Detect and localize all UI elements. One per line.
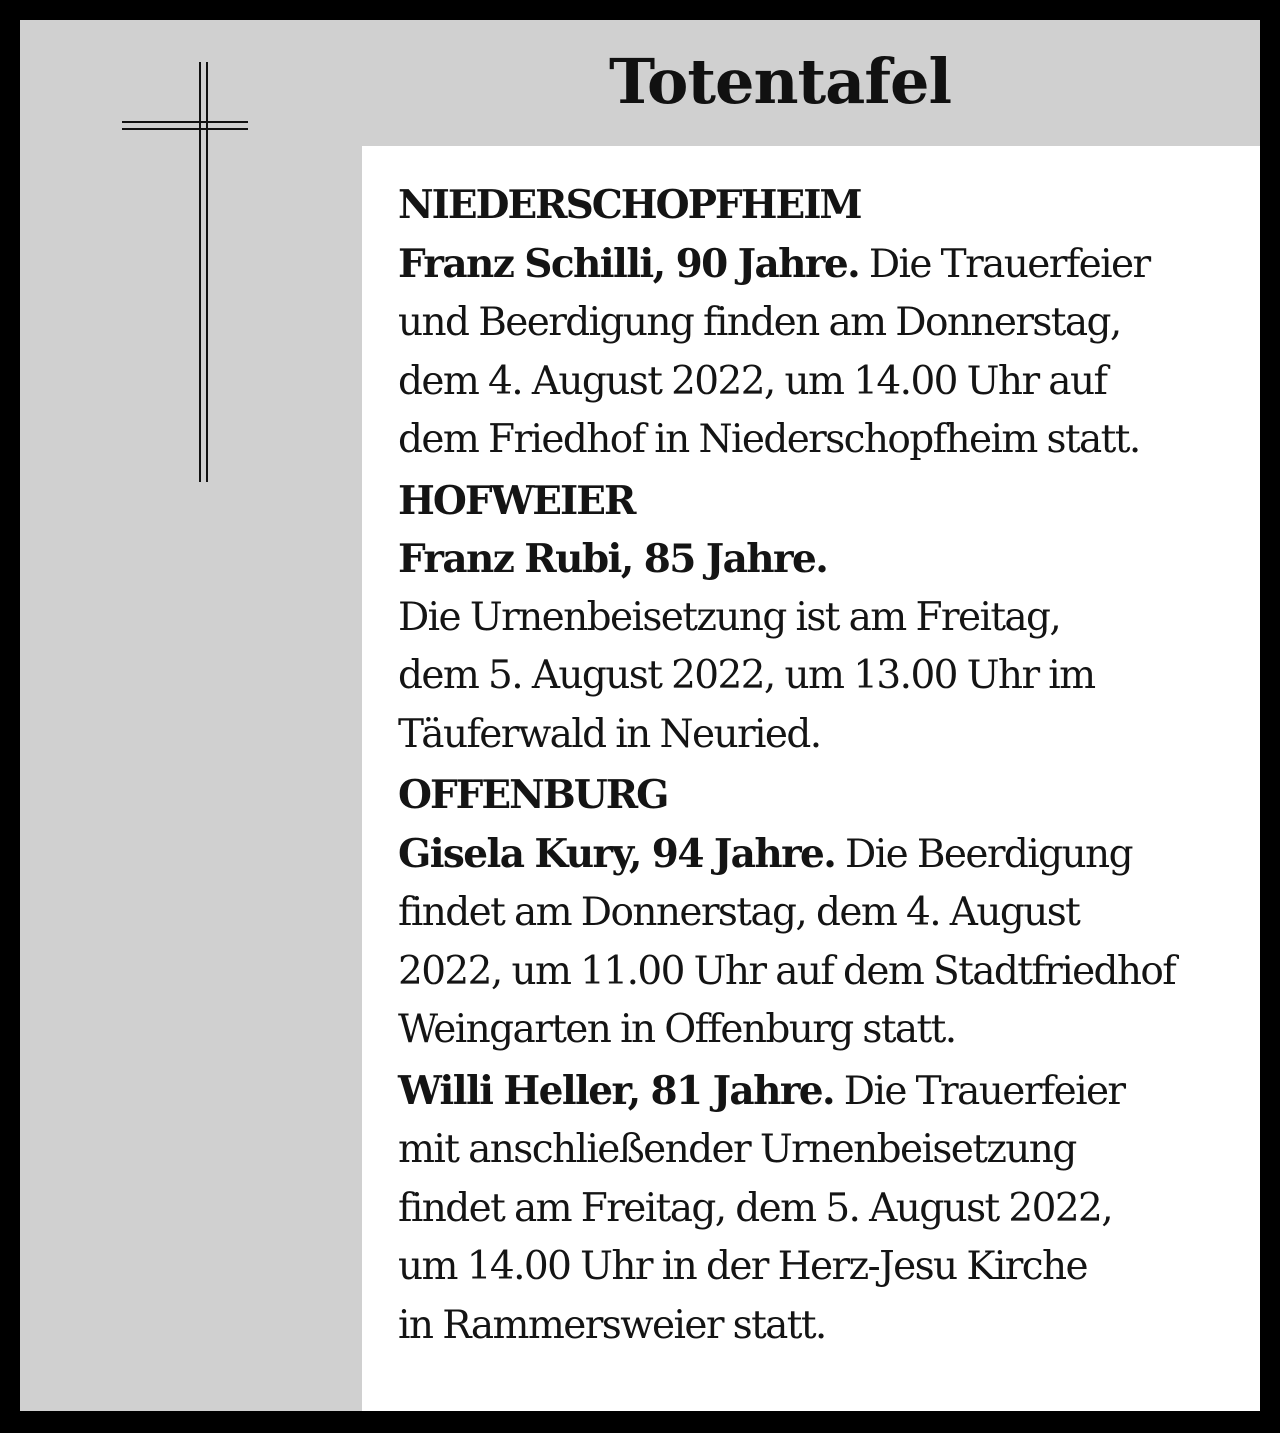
- cross-icon: [120, 60, 250, 485]
- notice-text: 2022, um 11.00 Uhr auf dem Stadtfriedhof: [398, 948, 1176, 994]
- obituary-entry: [398, 472, 1248, 765]
- obituary-frame: [20, 20, 1260, 1411]
- notice-text: Weingarten in Offenburg statt.: [398, 1007, 956, 1052]
- obituary-entry: [398, 766, 1248, 1060]
- notice-text: mit anschließender Urnenbeisetzung: [398, 1127, 1076, 1172]
- deceased-name: Gisela Kury, 94 Jahre.: [398, 830, 836, 877]
- notice-text: findet am Freitag, dem 5. August 2022,: [398, 1185, 1113, 1231]
- town-heading: NIEDERSCHOPFHEIM: [398, 182, 861, 228]
- obituary-entry: [398, 1062, 1248, 1356]
- notice-text: Die Trauerfeier: [834, 1068, 1125, 1114]
- notice-text: dem 4. August 2022, um 14.00 Uhr auf: [398, 358, 1107, 404]
- notice-text: Die Urnenbeisetzung ist am Freitag,: [398, 594, 1061, 640]
- deceased-name: Franz Rubi, 85 Jahre.: [398, 536, 828, 582]
- notice-text: in Rammersweier statt.: [398, 1302, 826, 1348]
- obituary-list: [362, 146, 1260, 1411]
- deceased-name: Franz Schilli, 90 Jahre.: [398, 240, 860, 287]
- town-heading: OFFENBURG: [398, 772, 668, 818]
- town-heading: HOFWEIER: [398, 477, 635, 524]
- notice-text: findet am Donnerstag, dem 4. August: [398, 890, 1080, 935]
- notice-text: Die Beerdigung: [835, 831, 1132, 877]
- notice-text: Die Trauerfeier: [859, 241, 1150, 287]
- notice-text: um 14.00 Uhr in der Herz-Jesu Kirche: [398, 1244, 1088, 1289]
- obituary-entry: [398, 176, 1248, 470]
- page-title: Totentafel: [608, 45, 952, 118]
- deceased-name: Willi Heller, 81 Jahre.: [398, 1067, 834, 1114]
- notice-text: dem 5. August 2022, um 13.00 Uhr im: [398, 653, 1095, 698]
- notice-text: dem Friedhof in Niederschopfheim statt.: [398, 417, 1140, 462]
- notice-text: Täuferwald in Neuried.: [398, 711, 821, 757]
- notice-text: und Beerdigung finden am Donnerstag,: [398, 300, 1121, 345]
